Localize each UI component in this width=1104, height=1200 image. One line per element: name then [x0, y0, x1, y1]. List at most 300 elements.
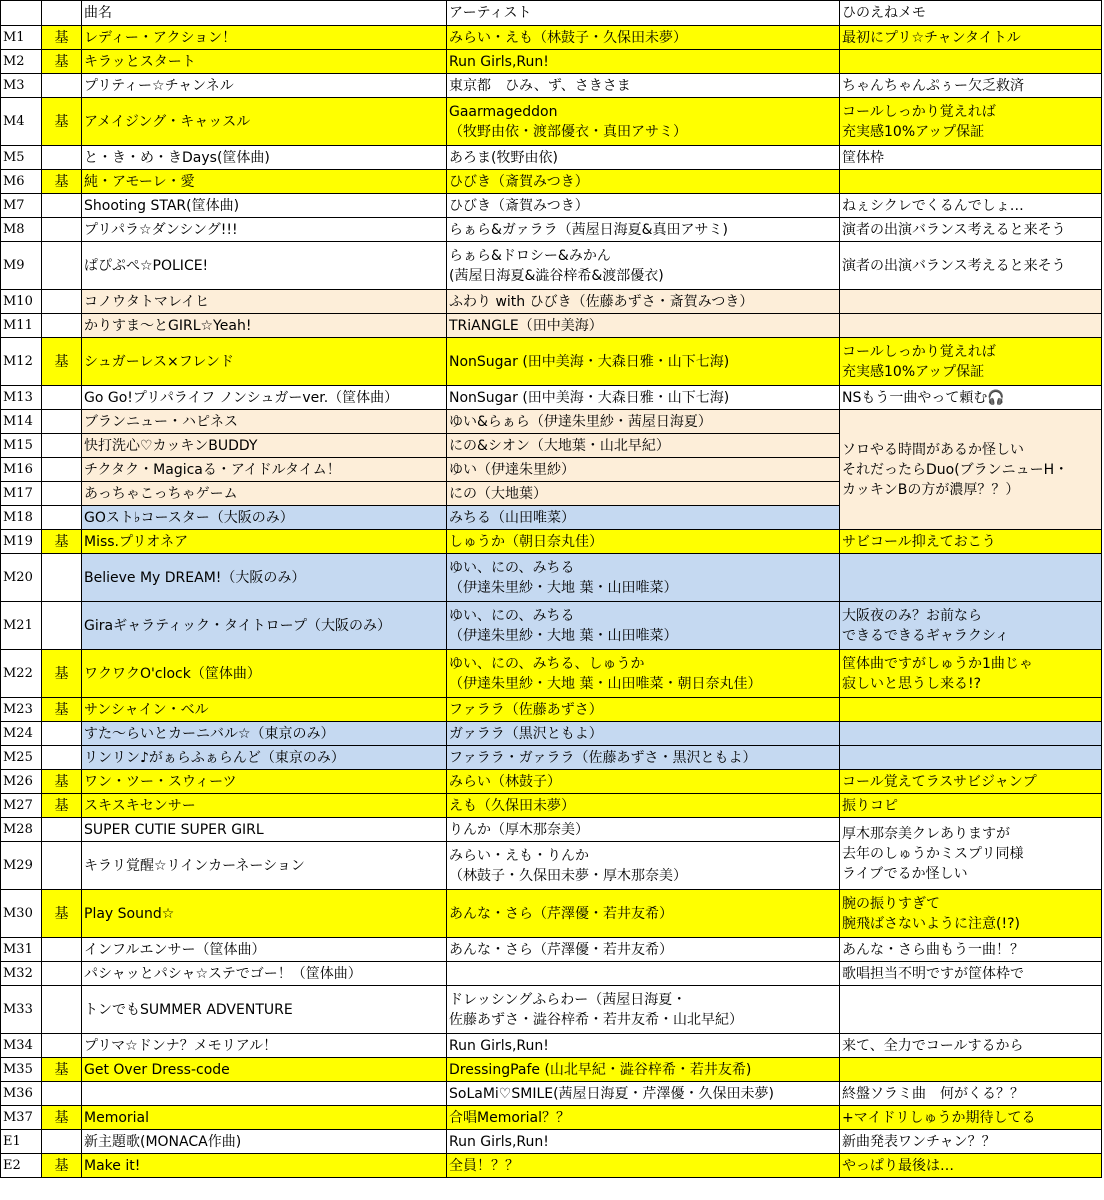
- cell-line: ワン・ツー・スウィーツ: [84, 773, 237, 790]
- kihon-badge-cell: [42, 386, 82, 410]
- cell-line: Believe My DREAM!（大阪のみ）: [84, 569, 306, 586]
- cell-line: 演者の出演バランス考えると来そう: [842, 221, 1066, 238]
- song-title-cell: [82, 410, 447, 434]
- cell-line: Run Girls,Run!: [449, 1133, 549, 1150]
- kihon-badge-cell: 基: [42, 170, 82, 194]
- memo-cell: [840, 530, 1102, 554]
- cell-line: サンシャイン・ベル: [84, 701, 209, 718]
- header-artist: アーティスト: [447, 1, 840, 26]
- cell-line: 演者の出演バランス考えると来そう: [842, 257, 1066, 274]
- cell-line: スキスキセンサー: [84, 797, 196, 814]
- table-row: [1, 170, 1102, 194]
- cell-line: すた～らいとカーニバル☆（東京のみ）: [84, 725, 335, 742]
- artist-cell: [447, 434, 840, 458]
- song-title-cell: [82, 794, 447, 818]
- cell-line: （林鼓子・久保田未夢・厚木那奈美）: [449, 867, 687, 884]
- row-id-cell: M14: [1, 410, 42, 434]
- artist-cell: [447, 1034, 840, 1058]
- song-title-cell: [82, 530, 447, 554]
- cell-line: ひびき（斎賀みつき）: [449, 197, 589, 214]
- row-id-cell: E2: [1, 1154, 42, 1178]
- kihon-badge-cell: 基: [42, 770, 82, 794]
- table-row: [1, 698, 1102, 722]
- kihon-badge-cell: [42, 242, 82, 290]
- memo-cell: [840, 962, 1102, 986]
- kihon-badge-cell: [42, 554, 82, 602]
- artist-cell: [447, 1130, 840, 1154]
- artist-cell: [447, 50, 840, 74]
- song-title-cell: [82, 962, 447, 986]
- cell-line: （牧野由依・渡部優衣・真田アサミ）: [449, 123, 687, 140]
- table-row: [1, 890, 1102, 938]
- table-row: [1, 146, 1102, 170]
- artist-cell: [447, 170, 840, 194]
- song-title-cell: [82, 50, 447, 74]
- memo-cell: [840, 890, 1102, 938]
- cell-line: りんか（厚木那奈美）: [449, 821, 589, 838]
- cell-line: えも（久保田未夢）: [449, 797, 575, 814]
- row-id-cell: M12: [1, 338, 42, 386]
- table-row: [1, 194, 1102, 218]
- song-title-cell: [82, 314, 447, 338]
- cell-line: 佐藤あずさ・澁谷梓希・若井友希・山北早紀）: [449, 1011, 743, 1028]
- kihon-badge-cell: 基: [42, 650, 82, 698]
- cell-line: ファララ・ガァララ（佐藤あずさ・黒沢ともよ）: [449, 749, 757, 766]
- cell-line: Memorial: [84, 1109, 150, 1126]
- cell-line: プリパラ☆ダンシング!!!: [84, 221, 238, 238]
- song-title-cell: [82, 242, 447, 290]
- row-id-cell: M33: [1, 986, 42, 1034]
- artist-cell: [447, 650, 840, 698]
- song-title-cell: [82, 74, 447, 98]
- cell-line: ぱぴぷぺ☆POLICE!: [84, 257, 209, 274]
- row-id-cell: M3: [1, 74, 42, 98]
- artist-cell: [447, 794, 840, 818]
- cell-line: 厚木那奈美クレありますが: [842, 825, 1010, 842]
- song-title-cell: [82, 818, 447, 842]
- kihon-badge-cell: [42, 818, 82, 842]
- memo-cell: [840, 242, 1102, 290]
- cell-line: GOスト♭コースター（大阪のみ）: [84, 509, 294, 526]
- row-id-cell: M28: [1, 818, 42, 842]
- kihon-badge-cell: [42, 410, 82, 434]
- song-title-cell: [82, 1034, 447, 1058]
- artist-cell: [447, 1082, 840, 1106]
- artist-cell: [447, 506, 840, 530]
- cell-line: ゆい、にの、みちる: [449, 607, 575, 624]
- table-row: [1, 1058, 1102, 1082]
- table-row: [1, 1106, 1102, 1130]
- song-title-cell: [82, 1130, 447, 1154]
- song-title-cell: [82, 1082, 447, 1106]
- song-title-cell: [82, 386, 447, 410]
- kihon-badge-cell: [42, 194, 82, 218]
- cell-line: 来て、全力でコールするから: [842, 1037, 1024, 1054]
- song-title-cell: [82, 1058, 447, 1082]
- cell-line: 純・アモーレ・愛: [84, 173, 195, 190]
- artist-cell: [447, 746, 840, 770]
- row-id-cell: M17: [1, 482, 42, 506]
- cell-line: あろま(牧野由依): [449, 149, 558, 166]
- table-row: [1, 1154, 1102, 1178]
- memo-cell: [840, 26, 1102, 50]
- artist-cell: [447, 194, 840, 218]
- artist-cell: [447, 26, 840, 50]
- song-title-cell: [82, 938, 447, 962]
- cell-line: ソロやる時間があるか怪しい: [842, 441, 1024, 458]
- artist-cell: [447, 530, 840, 554]
- cell-line: 全員！？？: [449, 1157, 519, 1174]
- row-id-cell: M23: [1, 698, 42, 722]
- row-id-cell: M31: [1, 938, 42, 962]
- row-id-cell: M15: [1, 434, 42, 458]
- cell-line: Gaarmageddon: [449, 103, 558, 120]
- memo-cell: [840, 554, 1102, 602]
- kihon-badge-cell: 基: [42, 26, 82, 50]
- cell-line: NonSugar (田中美海・大森日雅・山下七海): [449, 389, 730, 406]
- memo-cell: [840, 218, 1102, 242]
- cell-line: あっちゃこっちゃゲーム: [84, 485, 238, 502]
- memo-cell: [840, 170, 1102, 194]
- cell-line: 新主題歌(MONACA作曲): [84, 1133, 242, 1150]
- row-id-cell: M30: [1, 890, 42, 938]
- cell-line: ガァララ（黒沢ともよ）: [449, 725, 603, 742]
- memo-cell: [840, 338, 1102, 386]
- cell-line: NSもう一曲やって頼む🎧: [842, 389, 1005, 406]
- table-row: [1, 410, 1102, 434]
- cell-line: リンリン♪がぁらふぁらんど（東京のみ）: [84, 749, 345, 766]
- table-row: [1, 770, 1102, 794]
- kihon-badge-cell: [42, 482, 82, 506]
- row-id-cell: M37: [1, 1106, 42, 1130]
- artist-cell: [447, 314, 840, 338]
- memo-cell: [840, 1034, 1102, 1058]
- song-title-cell: [82, 770, 447, 794]
- table-row: [1, 1082, 1102, 1106]
- cell-line: らぁら&ガァララ（茜屋日海夏&真田アサミ): [449, 221, 729, 238]
- kihon-badge-cell: [42, 506, 82, 530]
- table-row: [1, 986, 1102, 1034]
- artist-cell: [447, 242, 840, 290]
- song-title-cell: [82, 890, 447, 938]
- cell-line: NonSugar (田中美海・大森日雅・山下七海): [449, 353, 730, 370]
- row-id-cell: M19: [1, 530, 42, 554]
- cell-line: 腕飛ばさないように注意(!?): [842, 915, 1020, 932]
- artist-cell: [447, 986, 840, 1034]
- song-title-cell: [82, 218, 447, 242]
- artist-cell: [447, 290, 840, 314]
- cell-line: Miss.プリオネア: [84, 533, 189, 550]
- cell-line: 腕の振りすぎて: [842, 895, 940, 912]
- memo-cell: [840, 290, 1102, 314]
- row-id-cell: M35: [1, 1058, 42, 1082]
- cell-line: キラリ覚醒☆リインカーネーション: [84, 857, 305, 874]
- song-title-cell: [82, 146, 447, 170]
- row-id-cell: M16: [1, 458, 42, 482]
- row-id-cell: M22: [1, 650, 42, 698]
- kihon-badge-cell: [42, 218, 82, 242]
- header-row: [1, 1, 1102, 26]
- cell-line: パシャッとパシャ☆ステでゴー！（筐体曲）: [84, 965, 362, 982]
- cell-line: 充実感10%アップ保証: [842, 123, 985, 140]
- artist-cell: [447, 386, 840, 410]
- cell-line: SUPER CUTIE SUPER GIRL: [84, 821, 264, 838]
- song-title-cell: [82, 290, 447, 314]
- cell-line: チクタク・Magicaる・アイドルタイム！: [84, 461, 341, 478]
- row-id-cell: M4: [1, 98, 42, 146]
- row-id-cell: M36: [1, 1082, 42, 1106]
- artist-cell: [447, 218, 840, 242]
- memo-cell: [840, 1130, 1102, 1154]
- cell-line: プリティー☆チャンネル: [84, 77, 234, 94]
- table-row: [1, 74, 1102, 98]
- header-song: 曲名: [82, 1, 447, 26]
- kihon-badge-cell: 基: [42, 338, 82, 386]
- cell-line: SoLaMi♡SMILE(茜屋日海夏・芹澤優・久保田未夢): [449, 1085, 775, 1102]
- cell-line: かりすま～とGIRL☆Yeah!: [84, 317, 252, 334]
- cell-line: 東京都 ひみ、ず、さきさま: [449, 77, 631, 94]
- cell-line: （伊達朱里紗・大地 葉・山田唯菜・朝日奈丸佳）: [449, 675, 762, 692]
- cell-line: （伊達朱里紗・大地 葉・山田唯菜）: [449, 579, 678, 596]
- table-row: [1, 650, 1102, 698]
- song-title-cell: [82, 434, 447, 458]
- header-memo: ひのえねメモ: [840, 1, 1102, 26]
- table-row: [1, 314, 1102, 338]
- row-id-cell: M20: [1, 554, 42, 602]
- cell-line: ふわり with ひびき（佐藤あずさ・斎賀みつき）: [449, 293, 754, 310]
- cell-line: ファララ（佐藤あずさ）: [449, 701, 603, 718]
- cell-line: 終盤ソラミ曲 何がくる？？: [842, 1085, 1024, 1102]
- song-title-cell: [82, 506, 447, 530]
- row-id-cell: M24: [1, 722, 42, 746]
- cell-line: サビコール抑えておこう: [842, 533, 996, 550]
- artist-cell: [447, 98, 840, 146]
- cell-line: +マイドリしゅうか期待してる: [842, 1109, 1036, 1126]
- cell-line: レディー・アクション！: [84, 29, 237, 46]
- row-id-cell: M7: [1, 194, 42, 218]
- song-title-cell: [82, 1154, 447, 1178]
- kihon-badge-cell: 基: [42, 98, 82, 146]
- cell-line: しゅうか（朝日奈丸佳）: [449, 533, 603, 550]
- artist-cell: [447, 146, 840, 170]
- cell-line: インフルエンサー（筐体曲）: [84, 941, 266, 958]
- cell-line: 去年のしゅうかミスプリ同様: [842, 845, 1024, 862]
- cell-line: にの&シオン（大地葉・山北早紀）: [449, 437, 670, 454]
- kihon-badge-cell: [42, 458, 82, 482]
- row-id-cell: M25: [1, 746, 42, 770]
- cell-line: 大阪夜のみ？お前なら: [842, 607, 982, 624]
- cell-line: キラッとスタート: [84, 53, 196, 70]
- memo-cell: [840, 986, 1102, 1034]
- cell-line: ブランニュー・ハピネス: [84, 413, 238, 430]
- kihon-badge-cell: [42, 146, 82, 170]
- table-row: [1, 938, 1102, 962]
- cell-line: Run Girls,Run!: [449, 53, 549, 70]
- song-title-cell: [82, 458, 447, 482]
- memo-cell: [840, 698, 1102, 722]
- cell-line: できるできるギャラクシィ: [842, 627, 1010, 644]
- kihon-badge-cell: [42, 938, 82, 962]
- artist-cell: [447, 1106, 840, 1130]
- kihon-badge-cell: 基: [42, 890, 82, 938]
- artist-cell: [447, 482, 840, 506]
- cell-line: あんな・さら（芹澤優・若井友希）: [449, 905, 673, 922]
- table-row: [1, 218, 1102, 242]
- kihon-badge-cell: 基: [42, 698, 82, 722]
- table-row: [1, 602, 1102, 650]
- memo-cell: [840, 98, 1102, 146]
- song-title-cell: [82, 26, 447, 50]
- table-row: [1, 338, 1102, 386]
- cell-line: やっぱり最後は…: [842, 1157, 954, 1174]
- cell-line: ゆい&らぁら（伊達朱里紗・茜屋日海夏）: [449, 413, 712, 430]
- artist-cell: [447, 722, 840, 746]
- row-id-cell: M5: [1, 146, 42, 170]
- song-title-cell: [82, 554, 447, 602]
- row-id-cell: M9: [1, 242, 42, 290]
- cell-line: シュガーレス×フレンド: [84, 353, 234, 370]
- table-row: [1, 530, 1102, 554]
- cell-line: Shooting STAR(筐体曲): [84, 197, 240, 214]
- memo-cell: [840, 74, 1102, 98]
- table-row: [1, 1034, 1102, 1058]
- cell-line: Play Sound☆: [84, 905, 175, 922]
- table-row: [1, 98, 1102, 146]
- song-title-cell: [82, 482, 447, 506]
- memo-cell: [840, 1058, 1102, 1082]
- artist-cell: [447, 74, 840, 98]
- memo-cell: [840, 1154, 1102, 1178]
- cell-line: 充実感10%アップ保証: [842, 363, 985, 380]
- cell-line: みらい・えも（林鼓子・久保田未夢）: [449, 29, 687, 46]
- kihon-badge-cell: 基: [42, 794, 82, 818]
- cell-line: ねぇシクレでくるんでしょ…: [842, 197, 1024, 214]
- cell-line: みらい（林鼓子）: [449, 773, 561, 790]
- cell-line: プリマ☆ドンナ？メモリアル！: [84, 1037, 278, 1054]
- artist-cell: [447, 554, 840, 602]
- table-row: [1, 242, 1102, 290]
- cell-line: 筐体枠: [842, 149, 884, 166]
- memo-cell: [840, 722, 1102, 746]
- memo-cell: [840, 746, 1102, 770]
- cell-line: ちゃんちゃんぷぅー欠乏救済: [842, 77, 1024, 94]
- cell-line: TRiANGLE（田中美海）: [449, 317, 603, 334]
- cell-line: Run Girls,Run!: [449, 1037, 549, 1054]
- memo-cell: [840, 314, 1102, 338]
- song-title-cell: [82, 98, 447, 146]
- artist-cell: [447, 698, 840, 722]
- song-title-cell: [82, 842, 447, 890]
- cell-line: コールしっかり覚えれば: [842, 343, 996, 360]
- memo-cell: [840, 770, 1102, 794]
- artist-cell: [447, 602, 840, 650]
- cell-line: それだったらDuo(ブランニューH・: [842, 461, 1069, 478]
- kihon-badge-cell: 基: [42, 1154, 82, 1178]
- row-id-cell: M26: [1, 770, 42, 794]
- cell-line: ひびき（斎賀みつき）: [449, 173, 589, 190]
- cell-line: 筐体曲ですがしゅうか1曲じゃ: [842, 655, 1033, 672]
- kihon-badge-cell: [42, 722, 82, 746]
- cell-line: コールしっかり覚えれば: [842, 103, 996, 120]
- memo-merged-cell: [840, 818, 1102, 890]
- memo-cell: [840, 1082, 1102, 1106]
- table-row: [1, 554, 1102, 602]
- artist-cell: [447, 410, 840, 434]
- row-id-cell: M11: [1, 314, 42, 338]
- kihon-badge-cell: [42, 602, 82, 650]
- row-id-cell: M29: [1, 842, 42, 890]
- memo-cell: [840, 794, 1102, 818]
- row-id-cell: M13: [1, 386, 42, 410]
- kihon-badge-cell: [42, 290, 82, 314]
- row-id-cell: M18: [1, 506, 42, 530]
- cell-line: Make it!: [84, 1157, 141, 1174]
- table-row: [1, 722, 1102, 746]
- memo-cell: [840, 386, 1102, 410]
- row-id-cell: M10: [1, 290, 42, 314]
- cell-line: と・き・め・きDays(筐体曲): [84, 149, 270, 166]
- cell-line: にの（大地葉）: [449, 485, 547, 502]
- kihon-badge-cell: 基: [42, 1058, 82, 1082]
- cell-line: 合唱Memorial？？: [449, 1109, 571, 1126]
- artist-cell: [447, 1058, 840, 1082]
- cell-line: あんな・さら曲もう一曲！？: [842, 941, 1024, 958]
- row-id-cell: M1: [1, 26, 42, 50]
- table-row: [1, 794, 1102, 818]
- cell-line: ライブでるか怪しい: [842, 865, 968, 882]
- kihon-badge-cell: [42, 434, 82, 458]
- cell-line: Get Over Dress-code: [84, 1061, 230, 1078]
- kihon-badge-cell: [42, 962, 82, 986]
- memo-cell: [840, 146, 1102, 170]
- memo-cell: [840, 50, 1102, 74]
- cell-line: コノウタトマレイヒ: [84, 293, 210, 310]
- cell-line: みちる（山田唯菜）: [449, 509, 575, 526]
- memo-cell: [840, 602, 1102, 650]
- memo-cell: [840, 938, 1102, 962]
- table-row: [1, 386, 1102, 410]
- cell-line: Giraギャラティック・タイトロープ（大阪のみ）: [84, 617, 391, 634]
- cell-line: みらい・えも・りんか: [449, 847, 589, 864]
- cell-line: 歌唱担当不明ですが筐体枠で: [842, 965, 1024, 982]
- table-row: [1, 962, 1102, 986]
- row-id-cell: M6: [1, 170, 42, 194]
- memo-cell: [840, 1106, 1102, 1130]
- cell-line: ゆい、にの、みちる: [449, 559, 575, 576]
- song-title-cell: [82, 650, 447, 698]
- cell-line: あんな・さら（芹澤優・若井友希）: [449, 941, 673, 958]
- kihon-badge-cell: [42, 1034, 82, 1058]
- memo-cell: [840, 650, 1102, 698]
- row-id-cell: M32: [1, 962, 42, 986]
- row-id-cell: M21: [1, 602, 42, 650]
- kihon-badge-cell: [42, 314, 82, 338]
- table-body: [1, 26, 1102, 1178]
- cell-line: ドレッシングふらわー（茜屋日海夏・: [449, 991, 687, 1008]
- table-row: [1, 290, 1102, 314]
- header-kihon: [42, 1, 82, 26]
- kihon-badge-cell: [42, 842, 82, 890]
- kihon-badge-cell: [42, 74, 82, 98]
- cell-line: 振りコピ: [842, 797, 898, 814]
- row-id-cell: E1: [1, 1130, 42, 1154]
- table-row: [1, 26, 1102, 50]
- cell-line: コール覚えてラスサビジャンプ: [842, 773, 1037, 790]
- artist-cell: [447, 458, 840, 482]
- cell-line: （伊達朱里紗・大地 葉・山田唯菜）: [449, 627, 678, 644]
- row-id-cell: M34: [1, 1034, 42, 1058]
- cell-line: (茜屋日海夏&澁谷梓希&渡部優衣): [449, 267, 664, 284]
